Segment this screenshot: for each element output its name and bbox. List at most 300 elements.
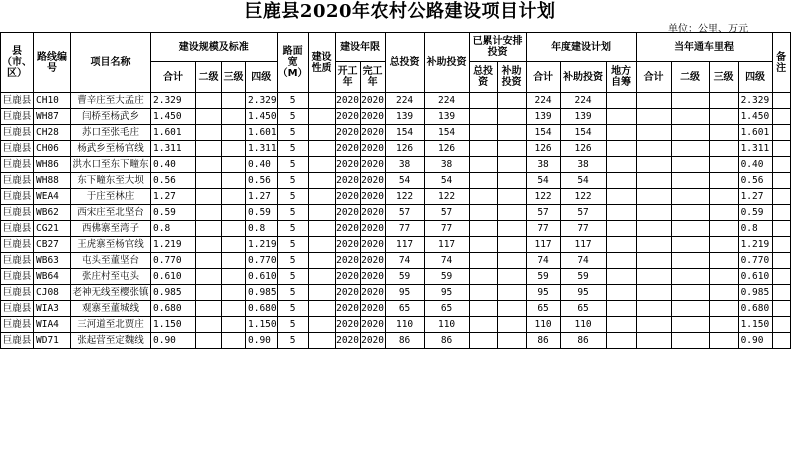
cell-empty: [671, 125, 709, 141]
header-annual: 年度建设计划: [526, 33, 636, 62]
cell-empty: [497, 301, 526, 317]
cell-county: 巨鹿县: [1, 269, 34, 285]
cell-empty: [772, 93, 790, 109]
cell-empty: [308, 269, 335, 285]
cell-empty: [308, 253, 335, 269]
cell-invest: 224: [385, 93, 424, 109]
cell-total: 1.601: [151, 125, 196, 141]
cell-a-sub: 65: [560, 301, 606, 317]
cell-empty: [671, 285, 709, 301]
cell-empty: [469, 317, 497, 333]
cell-t-g4: 1.219: [738, 237, 772, 253]
cell-county: 巨鹿县: [1, 317, 34, 333]
cell-t-g4: 2.329: [738, 93, 772, 109]
cell-a-total: 65: [526, 301, 560, 317]
cell-empty: [606, 189, 636, 205]
header-period: 建设年限: [335, 33, 385, 62]
cell-width: 5: [277, 205, 308, 221]
cell-total: 1.150: [151, 317, 196, 333]
cell-county: 巨鹿县: [1, 237, 34, 253]
cell-empty: [606, 333, 636, 349]
cell-end: 2020: [360, 205, 385, 221]
table-row: [1, 157, 791, 173]
cell-empty: [196, 285, 222, 301]
cell-empty: [308, 109, 335, 125]
cell-t-g4: 0.59: [738, 205, 772, 221]
table-row: [1, 173, 791, 189]
cell-invest: 95: [385, 285, 424, 301]
cell-empty: [772, 333, 790, 349]
cell-width: 5: [277, 285, 308, 301]
cell-name: 屯头至董坚台: [71, 253, 151, 269]
cell-code: CH28: [34, 125, 71, 141]
cell-a-sub: 154: [560, 125, 606, 141]
cell-start: 2020: [335, 205, 360, 221]
cell-empty: [709, 173, 738, 189]
cell-a-sub: 122: [560, 189, 606, 205]
cell-empty: [671, 141, 709, 157]
cell-a-total: 77: [526, 221, 560, 237]
cell-total: 0.56: [151, 173, 196, 189]
cell-empty: [709, 333, 738, 349]
table-row: [1, 141, 791, 157]
header-remark: 备注: [772, 33, 790, 93]
cell-subsidy: 122: [424, 189, 469, 205]
cell-end: 2020: [360, 301, 385, 317]
cell-width: 5: [277, 157, 308, 173]
cell-code: WH87: [34, 109, 71, 125]
cell-empty: [606, 205, 636, 221]
header-scale: 建设规模及标准: [151, 33, 278, 62]
cell-name: 西佛寨至湾子: [71, 221, 151, 237]
table-row: [1, 253, 791, 269]
cell-empty: [606, 93, 636, 109]
cell-county: 巨鹿县: [1, 221, 34, 237]
cell-a-total: 95: [526, 285, 560, 301]
cell-empty: [636, 173, 671, 189]
cell-end: 2020: [360, 317, 385, 333]
cell-t-g4: 1.311: [738, 141, 772, 157]
cell-empty: [469, 189, 497, 205]
cell-empty: [222, 317, 246, 333]
cell-empty: [222, 189, 246, 205]
header-subsidy-invest: 补助投资: [424, 33, 469, 93]
cell-a-sub: 117: [560, 237, 606, 253]
cell-total: 1.219: [151, 237, 196, 253]
cell-total: 2.329: [151, 93, 196, 109]
cell-a-sub: 126: [560, 141, 606, 157]
cell-total: 0.680: [151, 301, 196, 317]
cell-total: 0.770: [151, 253, 196, 269]
header-county: 县（市、区）: [1, 33, 34, 93]
cell-empty: [497, 141, 526, 157]
cell-subsidy: 77: [424, 221, 469, 237]
cell-empty: [636, 301, 671, 317]
cell-empty: [636, 237, 671, 253]
cell-end: 2020: [360, 189, 385, 205]
cell-empty: [308, 285, 335, 301]
table-row: [1, 333, 791, 349]
cell-subsidy: 86: [424, 333, 469, 349]
cell-empty: [772, 141, 790, 157]
cell-a-sub: 74: [560, 253, 606, 269]
cell-a-total: 38: [526, 157, 560, 173]
cell-total: 0.610: [151, 269, 196, 285]
cell-a-total: 139: [526, 109, 560, 125]
cell-county: 巨鹿县: [1, 125, 34, 141]
cell-end: 2020: [360, 269, 385, 285]
cell-empty: [606, 173, 636, 189]
cell-name: 洪水口至东下疃东: [71, 157, 151, 173]
cell-empty: [772, 157, 790, 173]
cell-code: WH88: [34, 173, 71, 189]
cell-empty: [671, 205, 709, 221]
cell-empty: [606, 157, 636, 173]
cell-width: 5: [277, 109, 308, 125]
cell-subsidy: 110: [424, 317, 469, 333]
cell-invest: 117: [385, 237, 424, 253]
cell-empty: [196, 173, 222, 189]
header-finish-year: 完工年: [360, 62, 385, 93]
cell-empty: [709, 221, 738, 237]
cell-empty: [772, 269, 790, 285]
cell-name: 于庄至林庄: [71, 189, 151, 205]
header-project: 项目名称: [71, 33, 151, 93]
cell-empty: [636, 125, 671, 141]
cell-width: 5: [277, 221, 308, 237]
cell-subsidy: 126: [424, 141, 469, 157]
cell-invest: 65: [385, 301, 424, 317]
cell-empty: [671, 317, 709, 333]
header-annual-subsidy: 补助投资: [560, 62, 606, 93]
cell-invest: 54: [385, 173, 424, 189]
cell-name: 张起营至定魏线: [71, 333, 151, 349]
cell-empty: [497, 205, 526, 221]
cell-empty: [222, 333, 246, 349]
cell-g4: 0.59: [246, 205, 278, 221]
cell-empty: [636, 333, 671, 349]
cell-empty: [222, 253, 246, 269]
cell-start: 2020: [335, 317, 360, 333]
cell-empty: [671, 253, 709, 269]
cell-empty: [196, 269, 222, 285]
cell-a-sub: 86: [560, 333, 606, 349]
cell-subsidy: 65: [424, 301, 469, 317]
header-nature: 建设性质: [308, 33, 335, 93]
cell-empty: [469, 269, 497, 285]
cell-invest: 126: [385, 141, 424, 157]
cell-name: 苏口至张毛庄: [71, 125, 151, 141]
cell-code: WB63: [34, 253, 71, 269]
cell-t-g4: 1.150: [738, 317, 772, 333]
cell-total: 0.59: [151, 205, 196, 221]
cell-empty: [497, 317, 526, 333]
table-row: [1, 205, 791, 221]
cell-subsidy: 117: [424, 237, 469, 253]
cell-width: 5: [277, 141, 308, 157]
cell-empty: [497, 237, 526, 253]
cell-g4: 0.90: [246, 333, 278, 349]
cell-subsidy: 95: [424, 285, 469, 301]
cell-empty: [308, 333, 335, 349]
cell-g4: 0.985: [246, 285, 278, 301]
cell-invest: 77: [385, 221, 424, 237]
cell-invest: 110: [385, 317, 424, 333]
cell-name: 王虎寨至杨官线: [71, 237, 151, 253]
header-arranged: 已累计安排投资: [469, 33, 526, 62]
table-row: [1, 93, 791, 109]
cell-a-total: 122: [526, 189, 560, 205]
cell-county: 巨鹿县: [1, 141, 34, 157]
cell-county: 巨鹿县: [1, 333, 34, 349]
cell-subsidy: 154: [424, 125, 469, 141]
cell-subsidy: 38: [424, 157, 469, 173]
cell-empty: [469, 237, 497, 253]
cell-empty: [469, 301, 497, 317]
cell-start: 2020: [335, 237, 360, 253]
cell-empty: [671, 109, 709, 125]
cell-empty: [497, 157, 526, 173]
cell-g4: 2.329: [246, 93, 278, 109]
cell-t-g4: 0.56: [738, 173, 772, 189]
header-route-no: 路线编号: [34, 33, 71, 93]
cell-empty: [671, 157, 709, 173]
cell-end: 2020: [360, 125, 385, 141]
cell-end: 2020: [360, 93, 385, 109]
cell-empty: [772, 301, 790, 317]
cell-invest: 59: [385, 269, 424, 285]
table-row: [1, 269, 791, 285]
cell-empty: [772, 173, 790, 189]
cell-a-sub: 224: [560, 93, 606, 109]
cell-width: 5: [277, 173, 308, 189]
cell-a-sub: 57: [560, 205, 606, 221]
cell-empty: [671, 237, 709, 253]
cell-start: 2020: [335, 109, 360, 125]
cell-total: 1.27: [151, 189, 196, 205]
cell-empty: [222, 269, 246, 285]
cell-g4: 1.219: [246, 237, 278, 253]
cell-a-sub: 110: [560, 317, 606, 333]
cell-empty: [308, 157, 335, 173]
cell-empty: [606, 221, 636, 237]
cell-empty: [606, 317, 636, 333]
cell-empty: [606, 253, 636, 269]
cell-county: 巨鹿县: [1, 93, 34, 109]
cell-empty: [196, 157, 222, 173]
cell-empty: [497, 221, 526, 237]
cell-empty: [709, 189, 738, 205]
cell-empty: [196, 125, 222, 141]
cell-a-sub: 54: [560, 173, 606, 189]
cell-empty: [671, 301, 709, 317]
cell-empty: [709, 125, 738, 141]
cell-t-g4: 0.610: [738, 269, 772, 285]
cell-a-total: 59: [526, 269, 560, 285]
cell-empty: [196, 109, 222, 125]
cell-end: 2020: [360, 237, 385, 253]
cell-invest: 122: [385, 189, 424, 205]
cell-empty: [222, 237, 246, 253]
cell-start: 2020: [335, 285, 360, 301]
cell-empty: [196, 221, 222, 237]
cell-a-sub: 77: [560, 221, 606, 237]
cell-code: WIA3: [34, 301, 71, 317]
cell-subsidy: 74: [424, 253, 469, 269]
cell-empty: [671, 173, 709, 189]
cell-empty: [671, 333, 709, 349]
cell-empty: [469, 141, 497, 157]
header-traffic-grade2: 二级: [671, 62, 709, 93]
cell-empty: [497, 93, 526, 109]
header-traffic-grade3: 三级: [709, 62, 738, 93]
cell-width: 5: [277, 301, 308, 317]
header-traffic-grade4: 四级: [738, 62, 772, 93]
cell-empty: [772, 237, 790, 253]
cell-invest: 139: [385, 109, 424, 125]
cell-width: 5: [277, 237, 308, 253]
cell-a-total: 224: [526, 93, 560, 109]
cell-name: 老神无线至樱张镇: [71, 285, 151, 301]
cell-empty: [308, 205, 335, 221]
cell-empty: [308, 189, 335, 205]
cell-empty: [772, 189, 790, 205]
header-annual-total: 合计: [526, 62, 560, 93]
cell-invest: 57: [385, 205, 424, 221]
cell-total: 0.8: [151, 221, 196, 237]
cell-empty: [196, 189, 222, 205]
header-grade4: 四级: [246, 62, 278, 93]
cell-code: WD71: [34, 333, 71, 349]
cell-empty: [222, 285, 246, 301]
cell-code: WB62: [34, 205, 71, 221]
cell-total: 1.450: [151, 109, 196, 125]
cell-width: 5: [277, 269, 308, 285]
cell-empty: [497, 109, 526, 125]
cell-empty: [469, 253, 497, 269]
cell-start: 2020: [335, 125, 360, 141]
cell-county: 巨鹿县: [1, 157, 34, 173]
cell-invest: 154: [385, 125, 424, 141]
cell-invest: 86: [385, 333, 424, 349]
cell-empty: [469, 93, 497, 109]
cell-empty: [308, 237, 335, 253]
cell-t-g4: 1.450: [738, 109, 772, 125]
cell-start: 2020: [335, 301, 360, 317]
cell-end: 2020: [360, 333, 385, 349]
cell-empty: [636, 93, 671, 109]
table-row: [1, 301, 791, 317]
cell-empty: [308, 317, 335, 333]
cell-name: 东下疃东至大坝: [71, 173, 151, 189]
cell-t-g4: 0.770: [738, 253, 772, 269]
cell-empty: [709, 109, 738, 125]
cell-g4: 1.601: [246, 125, 278, 141]
cell-empty: [222, 93, 246, 109]
table-row: [1, 109, 791, 125]
cell-empty: [469, 205, 497, 221]
cell-g4: 0.680: [246, 301, 278, 317]
cell-start: 2020: [335, 173, 360, 189]
cell-empty: [308, 301, 335, 317]
cell-empty: [606, 285, 636, 301]
cell-empty: [636, 285, 671, 301]
cell-county: 巨鹿县: [1, 109, 34, 125]
cell-empty: [196, 205, 222, 221]
cell-g4: 1.27: [246, 189, 278, 205]
cell-a-total: 54: [526, 173, 560, 189]
cell-subsidy: 224: [424, 93, 469, 109]
cell-empty: [636, 189, 671, 205]
cell-empty: [671, 93, 709, 109]
cell-a-total: 57: [526, 205, 560, 221]
cell-empty: [606, 125, 636, 141]
cell-empty: [709, 317, 738, 333]
cell-empty: [636, 317, 671, 333]
cell-name: 闫桥至杨武乡: [71, 109, 151, 125]
cell-t-g4: 1.27: [738, 189, 772, 205]
cell-county: 巨鹿县: [1, 253, 34, 269]
cell-empty: [196, 237, 222, 253]
cell-empty: [222, 221, 246, 237]
cell-empty: [497, 173, 526, 189]
cell-empty: [196, 141, 222, 157]
cell-empty: [222, 301, 246, 317]
cell-empty: [709, 93, 738, 109]
cell-t-g4: 0.90: [738, 333, 772, 349]
cell-code: CJ08: [34, 285, 71, 301]
header-traffic-total: 合计: [636, 62, 671, 93]
cell-t-g4: 0.680: [738, 301, 772, 317]
cell-g4: 0.56: [246, 173, 278, 189]
cell-empty: [709, 237, 738, 253]
cell-end: 2020: [360, 173, 385, 189]
cell-county: 巨鹿县: [1, 301, 34, 317]
cell-start: 2020: [335, 141, 360, 157]
cell-a-total: 110: [526, 317, 560, 333]
cell-empty: [497, 333, 526, 349]
cell-empty: [196, 253, 222, 269]
header-scale-total: 合计: [151, 62, 196, 93]
table-row: [1, 125, 791, 141]
cell-empty: [196, 301, 222, 317]
cell-empty: [636, 269, 671, 285]
cell-empty: [196, 317, 222, 333]
cell-empty: [709, 141, 738, 157]
cell-width: 5: [277, 125, 308, 141]
cell-subsidy: 139: [424, 109, 469, 125]
cell-empty: [308, 173, 335, 189]
header-annual-local: 地方自筹: [606, 62, 636, 93]
cell-end: 2020: [360, 157, 385, 173]
cell-empty: [497, 269, 526, 285]
project-table: [0, 32, 791, 349]
cell-empty: [636, 205, 671, 221]
cell-name: 曹辛庄至大孟庄: [71, 93, 151, 109]
cell-empty: [636, 253, 671, 269]
cell-g4: 1.150: [246, 317, 278, 333]
cell-start: 2020: [335, 93, 360, 109]
cell-code: WEA4: [34, 189, 71, 205]
unit-label: 单位：公里、万元: [668, 24, 748, 35]
cell-end: 2020: [360, 141, 385, 157]
cell-g4: 1.311: [246, 141, 278, 157]
cell-a-sub: 38: [560, 157, 606, 173]
cell-start: 2020: [335, 157, 360, 173]
cell-empty: [772, 109, 790, 125]
cell-start: 2020: [335, 189, 360, 205]
cell-county: 巨鹿县: [1, 173, 34, 189]
